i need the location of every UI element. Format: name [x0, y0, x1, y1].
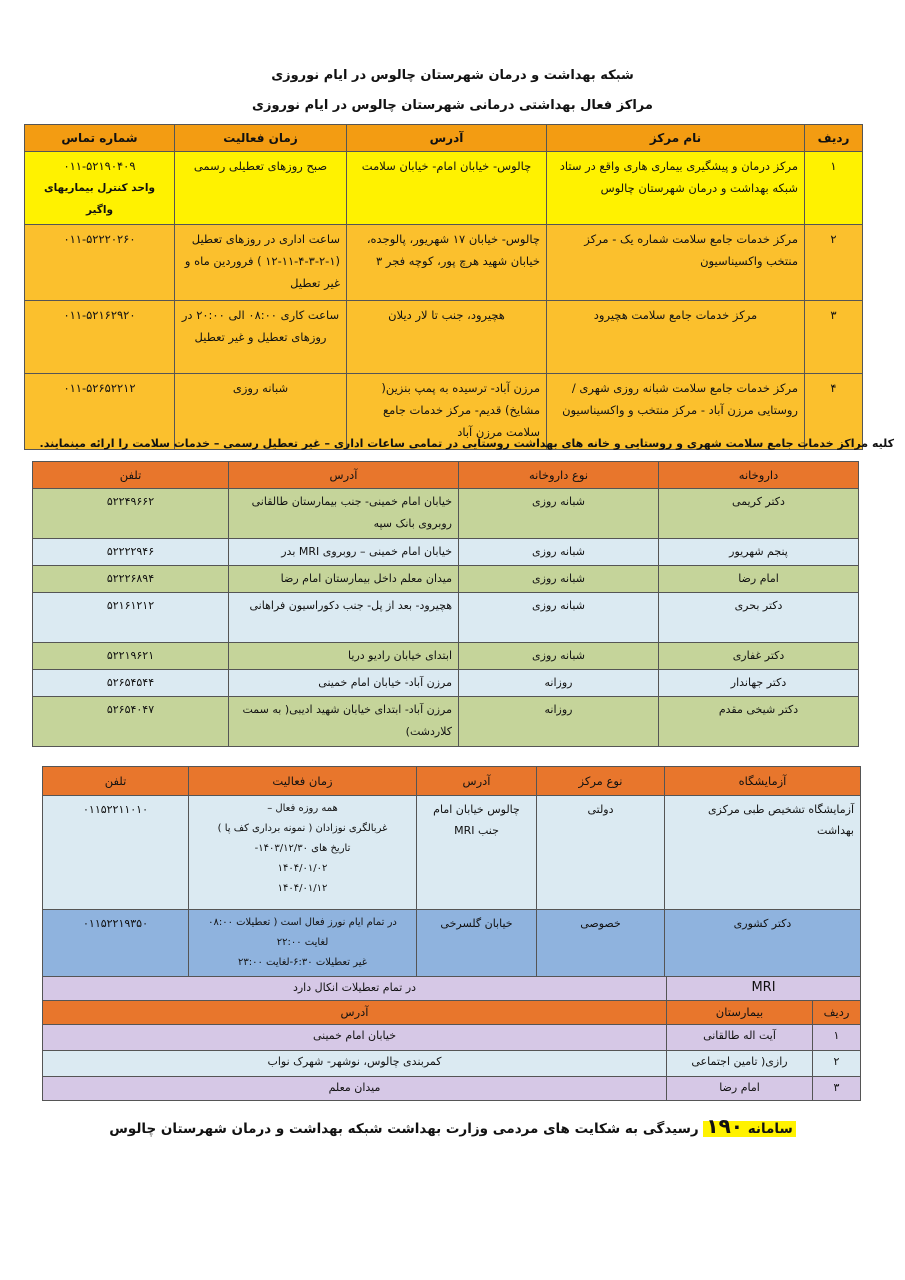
table-row [33, 489, 859, 539]
activity-time: صبح روزهای تعطیلی رسمی [175, 152, 347, 225]
center-address: مرزن آباد- ترسیده به پمپ بنزین( مشایخ) قدیم- مرکز خدمات جامع سلامت مرزن آباد [347, 374, 547, 450]
table-row [25, 301, 863, 374]
hotline-prefix: سامانه [747, 1121, 793, 1137]
header-pharmacy-type: نوع داروخانه [459, 462, 659, 489]
table-row [43, 1077, 861, 1101]
row-number: ۲ [813, 1051, 861, 1077]
lab-name: دکتر کشوری [665, 910, 861, 978]
center-address: چالوس- خیابان امام- خیابان سلامت [347, 152, 547, 225]
row-number: ۱ [805, 152, 863, 225]
table-row [25, 152, 863, 225]
pharmacy-type: شبانه روزی [459, 643, 659, 670]
hospital-address: کمربندی چالوس، نوشهر- شهرک نواب [43, 1051, 667, 1077]
page-title: شبکه بهداشت و درمان شهرستان چالوس در ایام نوروزی [271, 68, 634, 83]
pharmacy-type: شبانه روزی [459, 593, 659, 643]
pharmacy-address: خیابان امام خمینی – روبروی MRI بدر [229, 539, 459, 566]
lab-name: آزمایشگاه تشخیص طبی مرکزی بهداشت [665, 796, 861, 910]
center-name: مرکز درمان و پیشگیری بیماری هاری واقع در ستاد شبکه بهداشت و درمان شهرستان چالوس [547, 152, 805, 225]
pharmacy-type: روزانه [459, 670, 659, 697]
pharmacies-table [32, 461, 859, 747]
pharmacy-name: دکتر بحری [659, 593, 859, 643]
labs-header-row [43, 767, 861, 796]
row-number: ۲ [805, 225, 863, 301]
table-row [33, 593, 859, 643]
center-address: چالوس- خیابان ۱۷ شهریور، پالوجده، خیابان شهید هرچ پور، کوچه فجر ۳ [347, 225, 547, 301]
pharmacies-header-row [33, 462, 859, 489]
pharmacy-phone: ۵۲۲۴۹۶۶۲ [33, 489, 229, 539]
lab-type: خصوصی [537, 910, 665, 978]
pharmacy-phone: ۵۲۲۲۶۸۹۴ [33, 566, 229, 593]
labs-table [42, 766, 861, 978]
phone-note: واحد کنترل بیماریهای واگیر [43, 182, 156, 216]
table-row [33, 566, 859, 593]
header-row-number: ردیف [805, 125, 863, 152]
pharmacy-phone: ۵۲۶۵۴۵۴۴ [33, 670, 229, 697]
pharmacy-name: پنجم شهریور [659, 539, 859, 566]
header-lab: آزمایشگاه [665, 767, 861, 796]
row-number: ۴ [805, 374, 863, 450]
hospitals-header-row [43, 1001, 861, 1025]
pharmacy-address: مرزن آباد- ابتدای خیابان شهید ادیبی( به سمت کلاردشت) [229, 697, 459, 747]
pharmacy-name: دکتر شیخی مقدم [659, 697, 859, 747]
pharmacy-type: روزانه [459, 697, 659, 747]
row-number: ۳ [805, 301, 863, 374]
activity-time: ساعت اداری در روزهای تعطیل (۱-۲-۳-۴-۱۱-۱۲ ) فروردین ماه و غیر تعطیل [175, 225, 347, 301]
hotline-highlight [703, 1114, 795, 1138]
page-subtitle: مراکز فعال بهداشتی درمانی شهرستان چالوس در ایام نوروزی [252, 98, 653, 113]
header-activity-time: زمان فعالیت [175, 125, 347, 152]
hospital-name: امام رضا [667, 1077, 813, 1101]
table-row [33, 697, 859, 747]
table-row [43, 1025, 861, 1051]
pharmacy-type: شبانه روزی [459, 539, 659, 566]
pharmacy-type: شبانه روزی [459, 566, 659, 593]
header-center-name: نام مرکز [547, 125, 805, 152]
table-row [25, 225, 863, 301]
table-row [33, 643, 859, 670]
activity-time: شبانه روزی [175, 374, 347, 450]
hospital-name: رازی( تامین اجتماعی [667, 1051, 813, 1077]
header-address: آدرس [229, 462, 459, 489]
header-address: آدرس [347, 125, 547, 152]
pharmacy-name: امام رضا [659, 566, 859, 593]
lab-activity-time [189, 796, 417, 910]
hospitals-table [42, 976, 861, 1101]
hospital-name: آیت اله طالقانی [667, 1025, 813, 1051]
pharmacy-phone: ۵۲۱۶۱۲۱۲ [33, 593, 229, 643]
row-number: ۱ [813, 1025, 861, 1051]
pharmacy-address: هچیرود- بعد از پل- جنب دکوراسیون فراهانی [229, 593, 459, 643]
header-address: آدرس [417, 767, 537, 796]
pharmacy-address: خیابان امام خمینی- جنب بیمارستان طالقانی روبروی بانک سپه [229, 489, 459, 539]
phone-cell [25, 152, 175, 225]
lab-address: چالوس خیابان امام جنب MRI [417, 796, 537, 910]
mri-note: در تمام تعطیلات انکال دارد [43, 977, 667, 1001]
mri-label: MRI [667, 977, 861, 1001]
center-name: مرکز خدمات جامع سلامت هچیرود [547, 301, 805, 374]
time-line: غیر تعطیلات ۶:۳۰-لغایت ۲۳:۰۰ [238, 957, 367, 968]
header-address: آدرس [43, 1001, 667, 1025]
hospital-address: میدان معلم [43, 1077, 667, 1101]
phone-number: ۰۱۱-۵۲۱۶۲۹۲۰ [25, 301, 175, 374]
header-hospital: بیمارستان [667, 1001, 813, 1025]
time-line: ۱۴۰۴/۰۱/۰۲ [277, 863, 328, 874]
lab-type: دولتی [537, 796, 665, 910]
header-pharmacy: داروخانه [659, 462, 859, 489]
pharmacy-address: میدان معلم داخل بیمارستان امام رضا [229, 566, 459, 593]
header-center-type: نوع مرکز [537, 767, 665, 796]
time-line: در تمام ایام نورز فعال است ( تعطیلات ۰۸:۰۰ لغایت ۲۲:۰۰ [208, 917, 397, 948]
header-phone: شماره تماس [25, 125, 175, 152]
phone-number: ۰۱۱-۵۲۶۵۲۲۱۲ [25, 374, 175, 450]
pharmacy-name: دکتر کریمی [659, 489, 859, 539]
pharmacy-phone: ۵۲۶۵۴۰۴۷ [33, 697, 229, 747]
time-line: ۱۴۰۴/۰۱/۱۲ [277, 883, 328, 894]
lab-activity-time [189, 910, 417, 978]
time-line: همه روزه فعال – [267, 803, 338, 814]
table-row [43, 1051, 861, 1077]
phone-number: ۰۱۱-۵۲۲۲۰۲۶۰ [25, 225, 175, 301]
lab-phone: ۰۱۱۵۲۲۱۹۳۵۰ [43, 910, 189, 978]
pharmacy-type: شبانه روزی [459, 489, 659, 539]
lab-address: خیابان گلسرخی [417, 910, 537, 978]
center-name: مرکز خدمات جامع سلامت شماره یک - مرکز منتخب واکسیناسیون [547, 225, 805, 301]
table-row [43, 910, 861, 978]
hospital-address: خیابان امام خمینی [43, 1025, 667, 1051]
mri-row [43, 977, 861, 1001]
phone-number: ۰۱۱-۵۲۱۹۰۴۰۹ [63, 159, 136, 173]
table-row [33, 670, 859, 697]
pharmacy-name: دکتر جهاندار [659, 670, 859, 697]
header-phone: تلفن [33, 462, 229, 489]
table-row [43, 796, 861, 910]
center-name: مرکز خدمات جامع سلامت شبانه روزی شهری / روستایی مرزن آباد - مرکز منتخب و واکسیناسیون [547, 374, 805, 450]
pharmacy-name: دکتر غفاری [659, 643, 859, 670]
time-line: تاریخ های ۱۴۰۳/۱۲/۳۰- [254, 843, 351, 854]
pharmacy-address: مرزن آباد- خیابان امام خمینی [229, 670, 459, 697]
pharmacy-address: ابتدای خیابان رادیو دریا [229, 643, 459, 670]
table-row [33, 539, 859, 566]
hotline-text: رسیدگی به شکایت های مردمی وزارت بهداشت شبکه بهداشت و درمان شهرستان چالوس [109, 1121, 699, 1137]
row-number: ۳ [813, 1077, 861, 1101]
complaint-hotline [0, 1114, 905, 1138]
center-address: هچیرود، جنب تا لار دیلان [347, 301, 547, 374]
activity-time: ساعت کاری ۰۸:۰۰ الی ۲۰:۰۰ در روزهای تعطیل و غیر تعطیل [175, 301, 347, 374]
services-note: کلیه مراکز خدمات جامع سلامت شهری و روستایی و خانه های بهداشت روستایی در تمامی ساعات اداری – غیر تعطیل رسمی – خدمات سلامت را ارائه مینمایند. [39, 437, 894, 450]
pharmacy-phone: ۵۲۲۲۲۹۴۶ [33, 539, 229, 566]
centers-header-row [25, 125, 863, 152]
header-activity-time: زمان فعالیت [189, 767, 417, 796]
time-line: غربالگری نوزادان ( نمونه برداری کف پا ) [217, 823, 388, 834]
lab-phone: ۰۱۱۵۲۲۱۱۰۱۰ [43, 796, 189, 910]
pharmacy-phone: ۵۲۲۱۹۶۲۱ [33, 643, 229, 670]
header-phone: تلفن [43, 767, 189, 796]
header-row-number: ردیف [813, 1001, 861, 1025]
hotline-number: ۱۹۰ [706, 1114, 744, 1138]
centers-table [24, 124, 863, 450]
